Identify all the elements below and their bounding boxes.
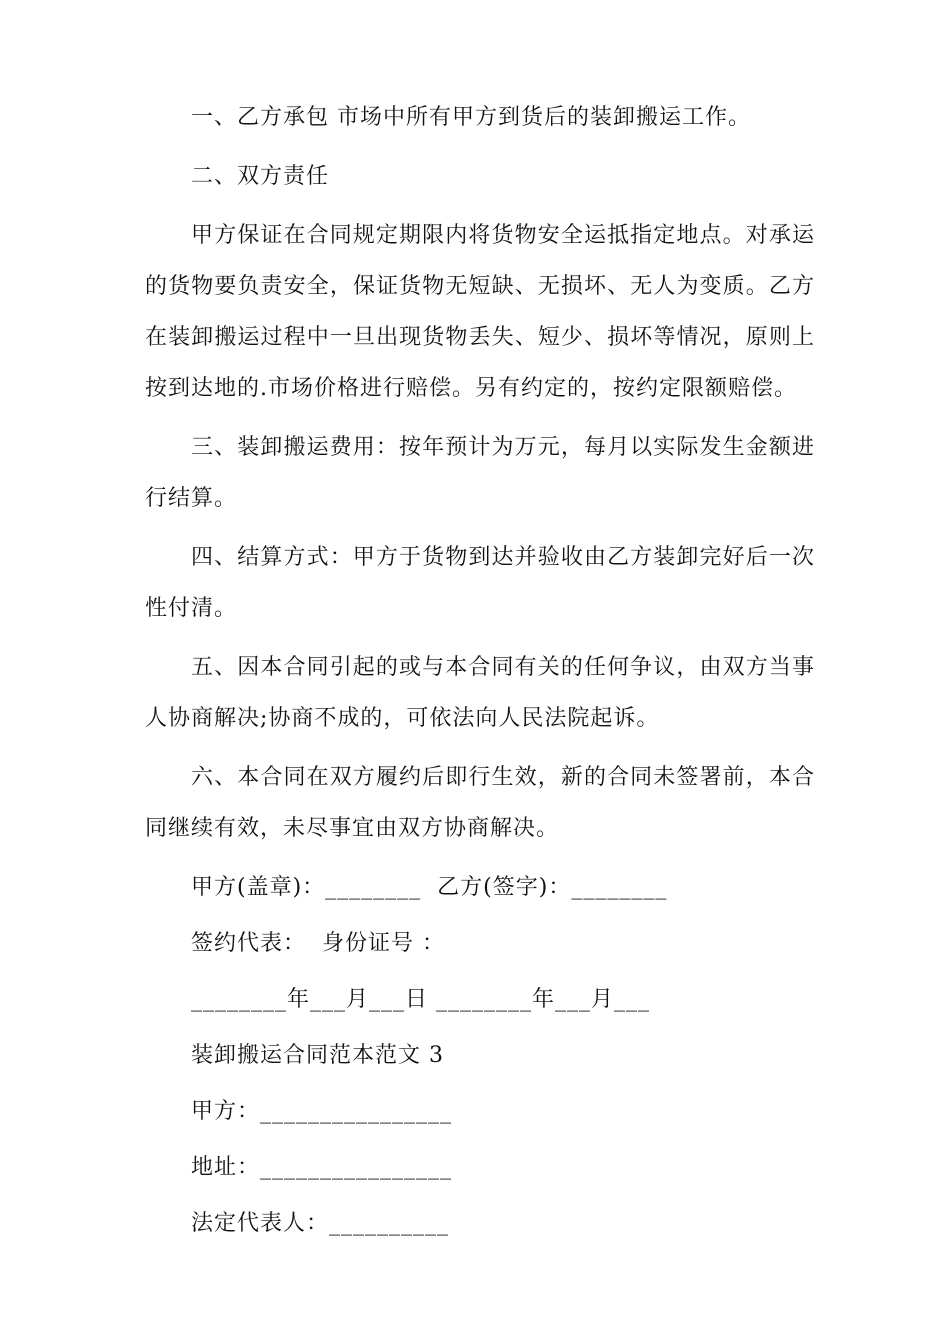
clause-1: 一、乙方承包 市场中所有甲方到货后的装卸搬运工作。: [191, 105, 751, 130]
signature-parties-line: 甲方(盖章)：________ 乙方(签字)：________: [191, 875, 668, 900]
section-title: 装卸搬运合同范本范文 3: [191, 1043, 444, 1068]
party-a-field: 甲方：________________: [191, 1099, 453, 1124]
legal-representative-field: 法定代表人：__________: [191, 1211, 450, 1236]
document-body: [145, 92, 815, 1254]
address-field: 地址：________________: [191, 1155, 453, 1180]
clause-6: 六、本合同在双方履约后即行生效，新的合同未签署前，本合同继续有效，未尽事宜由双方协商解决。: [145, 765, 815, 841]
clause-5: 五、因本合同引起的或与本合同有关的任何争议，由双方当事人协商解决;协商不成的，可依法向人民法院起诉。: [145, 655, 815, 731]
clause-2-body: 甲方保证在合同规定期限内将货物安全运抵指定地点。对承运的货物要负责安全，保证货物无短缺、无损坏、无人为变质。乙方在装卸搬运过程中一旦出现货物丢失、短少、损坏等情况，原则上按到达地的.市场价格进行赔偿。另有约定的，按约定限额赔偿。: [145, 223, 815, 401]
representative-id-line: 签约代表： 身份证号 ：: [191, 931, 445, 956]
clause-2-heading: 二、双方责任: [191, 164, 330, 189]
clause-4: 四、结算方式：甲方于货物到达并验收由乙方装卸完好后一次性付清。: [145, 545, 815, 621]
clause-3: 三、装卸搬运费用：按年预计为万元，每月以实际发生金额进行结算。: [145, 435, 815, 511]
date-line: ________年___月___日 ________年___月___: [191, 987, 650, 1012]
